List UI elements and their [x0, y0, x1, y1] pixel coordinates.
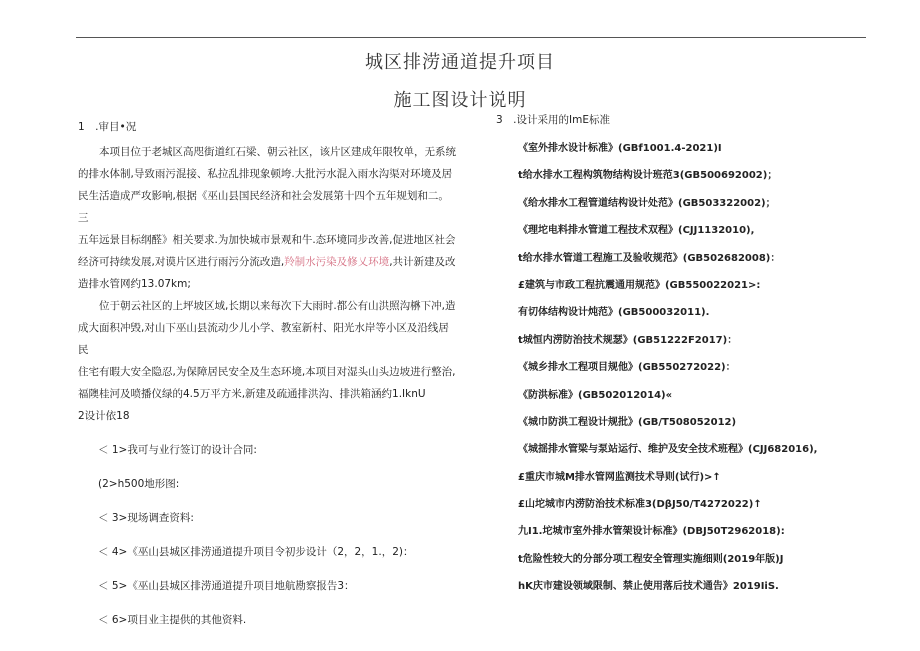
top-rule: [76, 37, 866, 38]
list-item: t给水排水工程构筑物结构设计班范3(GB500692002)；: [518, 170, 778, 182]
para1-line: 的排水体制,导致雨污混接、私拉乱排现象顿垮.大批污水混入雨水沟渠对环境及居: [78, 168, 453, 180]
list-item: t给水排水管道工程施工及验收规范》(GB502682008)：: [518, 252, 781, 264]
list-item: t危险性较大的分部分项工程安全管理实施细则(2019年版)J: [518, 553, 784, 565]
para2-line: 成大面积冲毁,对山下巫山县流动少儿小学、教室新村、阳光水岸等小区及沿线居民: [78, 322, 449, 356]
section1-paragraph2: [78, 295, 458, 405]
list-item: t城恒内涝防治技术规瑟》(GB51222F2017)：: [518, 334, 738, 346]
list-item: 《城揺排水管梁与泵站运行、维护及安全技术班程》(CJJ682016),: [518, 444, 818, 456]
para1-line: 本项目位于老城区高咫街道红石梁、朝云社区，该片区建成年限牧单，无系统: [99, 146, 456, 158]
list-item: (2>h500地形图:: [98, 478, 180, 490]
document-subtitle: 施工图设计说明: [393, 90, 527, 111]
list-item: £重庆市城M排水管网监测技术导则(试行)>↑: [518, 471, 721, 483]
document-title: 城区排涝通道提升项目: [365, 52, 555, 73]
list-item: 《室外排水设计标准》(GBf1001.4-2021)I: [518, 143, 722, 154]
list-item: 《防洪标准》(GB502012014)«: [518, 389, 673, 401]
list-item: ＜ 5>《巫山县城区排涝通道提升项目地航勘察报告3：: [98, 580, 355, 592]
list-item: ＜ 3>现场调查资料:: [98, 512, 194, 524]
list-item: 《城巾防洪工程设计规批》(GB/T508052012): [518, 416, 737, 428]
list-item: 九I1.坨城市室外排水管架设计标准》(DBJ50T2962018):: [518, 526, 785, 538]
para1-line: 五年远景目标纲醛》相关要求.为加快城市景观和牛.态环境同步改善,促进地区社会: [78, 234, 456, 246]
list-item: 有切体结构设计炖范》(GB500032011).: [518, 307, 710, 319]
section3-heading: 3 .设计采用的ImE标准: [496, 114, 610, 126]
para1-line: [78, 251, 458, 273]
para1-line5-b: ,共计新建及改: [389, 256, 456, 268]
para2-line: 住宅有暇大安全隐忍,为保障居民安全及生态环境,本项目对湿头山头边坡进行整治,: [78, 366, 456, 378]
para1-line5-a: 经济可持续发展,对谟片区进行雨污分流改造,: [78, 256, 285, 268]
section1-heading: 1 .审目•况: [78, 121, 137, 133]
list-item: 《城乡排水工程项目规他》(GB550272022)：: [518, 362, 736, 374]
para1-line: 民生活造成严攻影响,根据《巫山县国民经济和社会发展第十四个五年规划和二。三: [78, 190, 449, 224]
section2-heading: 2设计依18: [78, 410, 130, 422]
list-item: 《理坨电料排水管道工程技术双程》(CJJ1132010),: [518, 225, 755, 237]
list-item: ＜ 1>我可与业行签订的设计合同:: [98, 444, 257, 456]
right-column: [496, 110, 836, 601]
highlight-text: 羚制水污染及修乂环境: [284, 256, 390, 268]
list-item: ＜ 6>项目业主提供的其他资料.: [98, 614, 247, 626]
para2-line: 位于朝云社区的上坪坡区域,长期以来每次下大雨时.都公有山洪照沟楙下冲,造: [99, 300, 456, 312]
list-item: £建筑与市政工程抗震通用规范》(GB550022021>:: [518, 279, 761, 291]
standards-list: [496, 135, 836, 601]
design-basis-list: [78, 433, 458, 637]
list-item: 《给水排水工程管道结构设计处范》(GB503322002)；: [518, 197, 776, 209]
para1-line: 造排水管网约13.07km;: [78, 278, 191, 290]
para2-line: 福隩桂河及喷播仪绿的4.5万平方米,新建及疏通排洪沟、排洪箱涵约1.IknU: [78, 388, 426, 400]
left-column: [78, 116, 458, 637]
list-item: hK庆市建设领域限制、禁止使用落后技术通告》2019IiS.: [518, 581, 779, 593]
section1-paragraph1: [78, 141, 458, 295]
list-item: ＜ 4>《巫山县城区排涝通道提升项目令初步设计（2，2，1.，2)：: [98, 546, 414, 558]
list-item: £山坨城市内涝防治技术标准3(DβJ50/T4272022)↑: [518, 499, 762, 511]
